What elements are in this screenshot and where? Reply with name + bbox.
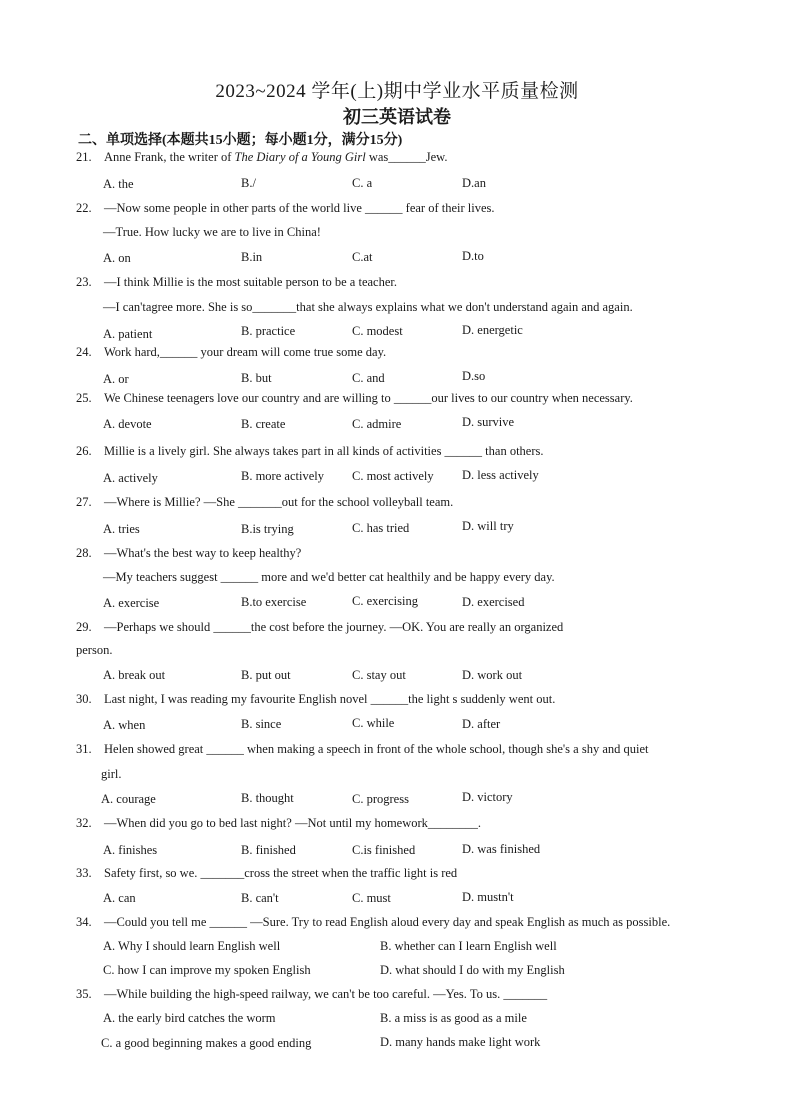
question-33 <box>76 866 457 881</box>
option-d: D. many hands make light work <box>380 1035 541 1049</box>
question-text: —What's the best way to keep healthy? <box>104 546 302 560</box>
option-a: A. finishes <box>103 843 158 857</box>
option-d: D. victory <box>462 790 513 804</box>
option-d: D.so <box>462 369 486 383</box>
option-a: A. can <box>103 891 136 905</box>
option-c: C. exercising <box>352 594 418 608</box>
option-b: B. put out <box>241 668 291 682</box>
option-a: A. courage <box>101 792 156 806</box>
question-text: —True. How lucky we are to live in China! <box>103 225 321 239</box>
question-number: 27. <box>76 495 92 509</box>
option-b: B. a miss is as good as a mile <box>380 1011 527 1025</box>
section-heading: 二、单项选择(本题共15小题；每小题1分，满分15分) <box>78 133 403 148</box>
question-number: 30. <box>76 692 92 706</box>
option-d: D. was finished <box>462 842 541 856</box>
option-d: D. what should I do with my English <box>380 963 565 977</box>
option-d: D. after <box>462 717 501 731</box>
question-text: Helen showed great ______ when making a speech in front of the whole school, though she's a shy and quiet <box>104 742 649 756</box>
question-text: —Now some people in other parts of the world live ______ fear of their lives. <box>104 201 495 215</box>
question-number: 24. <box>76 345 92 359</box>
option-a: A. exercise <box>103 596 160 610</box>
question-text: We Chinese teenagers love our country and are willing to ______our lives to our country when necessary. <box>104 391 633 405</box>
option-d: D. survive <box>462 415 515 429</box>
option-d: D. less actively <box>462 468 539 482</box>
option-b: B.to exercise <box>241 595 307 609</box>
exam-title: 2023~2024 学年(上)期中学业水平质量检测 <box>215 81 579 102</box>
question-text: —I think Millie is the most suitable person to be a teacher. <box>104 275 397 289</box>
question-text: —When did you go to bed last night? —Not until my homework________. <box>104 816 482 830</box>
question-number: 25. <box>76 391 92 405</box>
option-b: B.is trying <box>241 522 294 536</box>
question-23 <box>76 275 397 290</box>
question-text: Millie is a lively girl. She always takes part in all kinds of activities ______ than others. <box>104 444 544 458</box>
question-number: 32. <box>76 816 92 830</box>
option-d: D. will try <box>462 519 514 533</box>
option-b: B. but <box>241 371 272 385</box>
option-a: A. devote <box>103 417 152 431</box>
question-34 <box>76 915 670 930</box>
option-c: C. and <box>352 371 385 385</box>
option-a: A. on <box>103 251 131 265</box>
option-c: C. stay out <box>352 668 406 682</box>
option-b: B.in <box>241 250 263 264</box>
option-a: A. tries <box>103 522 140 536</box>
option-d: D. work out <box>462 668 523 682</box>
option-c: C. how I can improve my spoken English <box>103 963 311 977</box>
question-27 <box>76 495 453 510</box>
option-d: D.to <box>462 249 484 263</box>
option-a: A. break out <box>103 668 166 682</box>
question-text: Anne Frank, the writer of <box>104 150 235 164</box>
option-a: A. when <box>103 718 146 732</box>
option-c: C.at <box>352 250 373 264</box>
question-31 <box>76 742 649 757</box>
option-c: C. while <box>352 716 395 730</box>
option-d: D. exercised <box>462 595 525 609</box>
book-title: The Diary of a Young Girl <box>234 150 366 164</box>
option-c: C. must <box>352 891 391 905</box>
option-a: A. actively <box>103 471 158 485</box>
question-24 <box>76 345 386 360</box>
question-text: —I can'tagree more. She is so_______that she always explains what we don't understand again and again. <box>103 300 633 314</box>
question-text: —My teachers suggest ______ more and we'd better cat healthily and be happy every day. <box>103 570 555 584</box>
question-28 <box>76 546 301 561</box>
question-text: Last night, I was reading my favourite English novel ______the light s suddenly went out. <box>104 692 556 706</box>
question-22 <box>76 201 495 216</box>
option-a: A. the <box>103 177 134 191</box>
exam-subtitle: 初三英语试卷 <box>343 107 451 127</box>
question-number: 23. <box>76 275 92 289</box>
question-number: 29. <box>76 620 92 634</box>
question-32 <box>76 816 481 831</box>
option-b: B. create <box>241 417 286 431</box>
question-21 <box>76 150 448 165</box>
option-c: C. a good beginning makes a good ending <box>101 1036 312 1050</box>
question-text: Safety first, so we. _______cross the street when the traffic light is red <box>104 866 458 880</box>
question-text: was______Jew. <box>365 150 448 164</box>
option-a: A. the early bird catches the worm <box>103 1011 276 1025</box>
question-text: girl. <box>101 767 122 781</box>
question-text: person. <box>76 643 113 657</box>
option-c: C.is finished <box>352 843 416 857</box>
option-b: B. practice <box>241 324 296 338</box>
option-b: B. thought <box>241 791 294 805</box>
question-26 <box>76 444 544 459</box>
option-b: B. more actively <box>241 469 324 483</box>
option-c: C. has tried <box>352 521 410 535</box>
question-text: —Could you tell me ______ —Sure. Try to read English aloud every day and speak English as much as possible. <box>104 915 671 929</box>
question-number: 26. <box>76 444 92 458</box>
option-d: D. mustn't <box>462 890 514 904</box>
question-25 <box>76 391 633 406</box>
option-d: D.an <box>462 176 486 190</box>
question-number: 21. <box>76 150 92 164</box>
option-b: B. whether can I learn English well <box>380 939 557 953</box>
question-number: 33. <box>76 866 92 880</box>
option-b: B./ <box>241 176 256 190</box>
option-c: C. a <box>352 176 373 190</box>
option-b: B. can't <box>241 891 279 905</box>
question-number: 28. <box>76 546 92 560</box>
question-number: 34. <box>76 915 92 929</box>
question-number: 31. <box>76 742 92 756</box>
option-c: C. progress <box>352 792 409 806</box>
option-a: A. Why I should learn English well <box>103 939 281 953</box>
question-number: 22. <box>76 201 92 215</box>
question-text: —Where is Millie? —She _______out for the school volleyball team. <box>104 495 454 509</box>
question-number: 35. <box>76 987 92 1001</box>
option-c: C. admire <box>352 417 402 431</box>
question-text: Work hard,______ your dream will come true some day. <box>104 345 387 359</box>
option-b: B. finished <box>241 843 296 857</box>
question-35 <box>76 987 547 1002</box>
question-text: —While building the high-speed railway, we can't be too careful. —Yes. To us. _______ <box>104 987 548 1001</box>
option-c: C. most actively <box>352 469 434 483</box>
question-30 <box>76 692 555 707</box>
question-29 <box>76 620 563 635</box>
question-text: —Perhaps we should ______the cost before the journey. —OK. You are really an organized <box>104 620 564 634</box>
option-c: C. modest <box>352 324 403 338</box>
option-b: B. since <box>241 717 282 731</box>
option-a: A. patient <box>103 327 153 341</box>
option-d: D. energetic <box>462 323 523 337</box>
option-a: A. or <box>103 372 129 386</box>
